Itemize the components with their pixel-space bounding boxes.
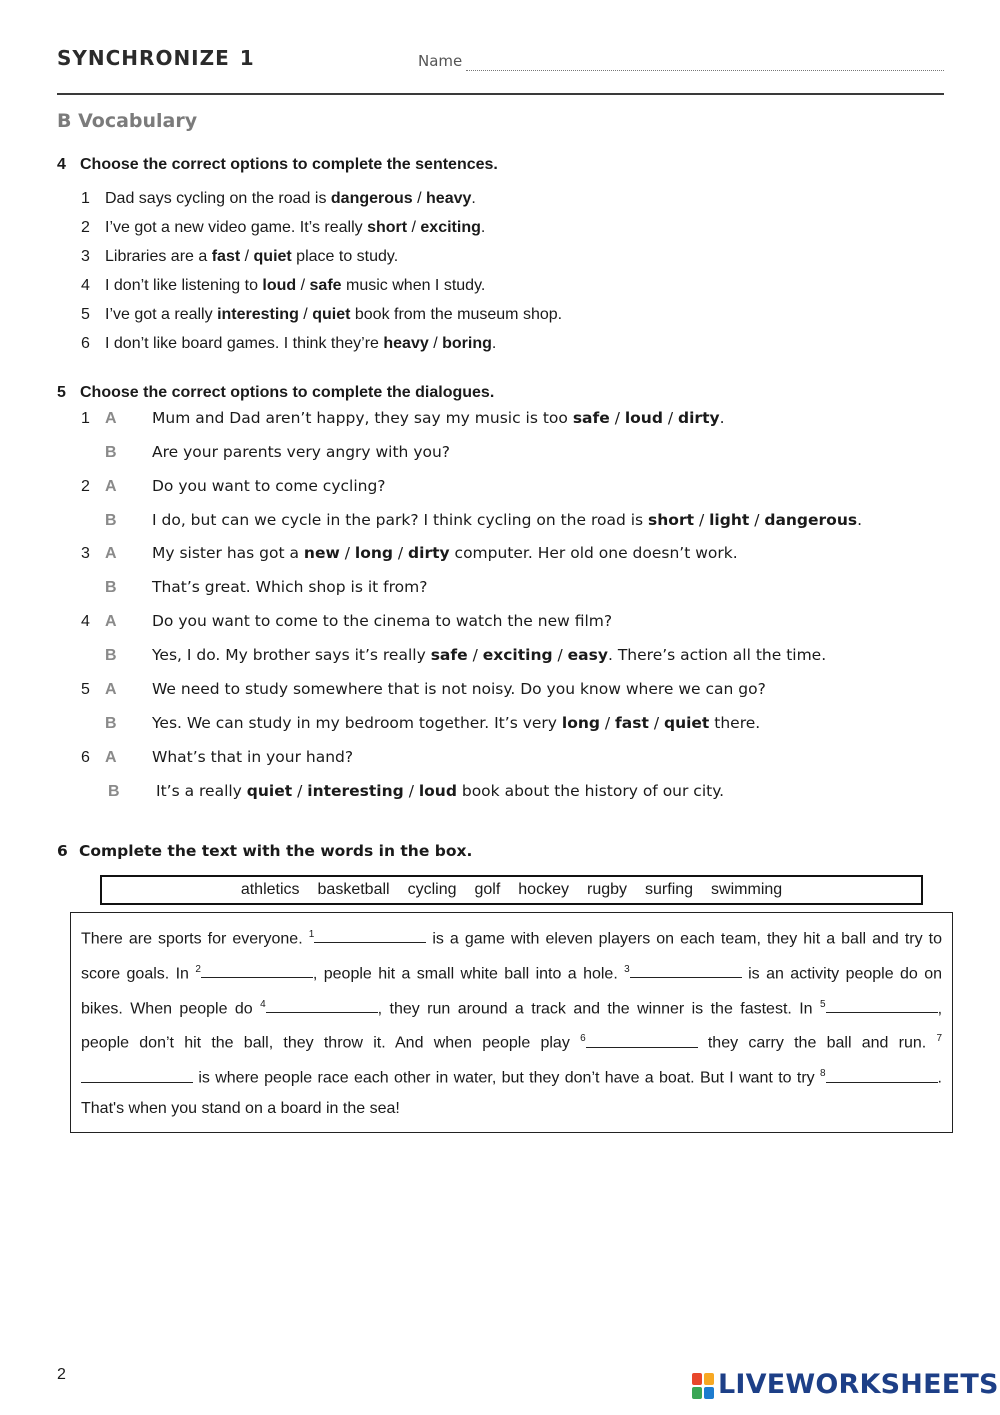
option[interactable]: quiet [253, 248, 292, 265]
option[interactable]: safe [572, 409, 610, 427]
option[interactable]: exciting [420, 219, 481, 236]
q4-item-6: 6 I don’t like board games. I think they’re heavy / boring. [81, 335, 497, 352]
blank-7[interactable] [81, 1068, 193, 1083]
dialogue-5-line-a: We need to study somewhere that is not noisy. Do you know where we can go? [152, 680, 766, 698]
speaker-a: A [105, 749, 117, 766]
blank-1[interactable] [314, 928, 426, 943]
option[interactable]: short [367, 219, 408, 236]
speaker-a: A [105, 613, 117, 630]
option[interactable]: long [354, 544, 393, 562]
option[interactable]: quiet [663, 714, 710, 732]
liveworksheets-icon [692, 1373, 716, 1399]
blank-5[interactable] [826, 998, 938, 1013]
speaker-a: A [105, 410, 117, 427]
dialogue-4-line-a: Do you want to come to the cinema to watch the new film? [152, 612, 613, 630]
option[interactable]: heavy [426, 190, 472, 207]
q4-item-2: 2 I’ve got a new video game. It’s really short / exciting. [81, 219, 486, 236]
header-divider [57, 93, 944, 95]
blank-4[interactable] [266, 998, 378, 1013]
blank-3[interactable] [630, 963, 742, 978]
word-chip: hockey [518, 881, 569, 898]
liveworksheets-wordmark: LIVEWORKSHEETS [718, 1369, 999, 1400]
speaker-b: B [105, 579, 117, 596]
dialogue-1-line-a: Mum and Dad aren’t happy, they say my music is too safe / loud / dirty. [152, 409, 725, 427]
dialogue-number: 6 [81, 749, 90, 766]
option[interactable]: short [648, 511, 695, 529]
q5-instruction: 5 Choose the correct options to complete the dialogues. [57, 384, 495, 401]
word-chip: surfing [645, 881, 694, 898]
page-number: 2 [57, 1366, 66, 1383]
blank-6[interactable] [586, 1033, 698, 1048]
option[interactable]: fast [615, 714, 649, 732]
option[interactable]: light [709, 511, 750, 529]
dialogue-1-line-b: Are your parents very angry with you? [152, 443, 451, 461]
name-label: Name [418, 52, 463, 70]
q4-item-1: 1 Dad says cycling on the road is dangerous / heavy. [81, 190, 476, 207]
gap-fill-paragraph: There are sports for everyone. $^1$ is a game with eleven players on each team, they hit a ball and try to score goals. In $^2$ , people hit a small white ball into a hole. $^3$ is an activity people do on bikes. When people do $^4$ , they run around a track and the winner is the fastest. In $^5$ , people don’t hit the ball, they throw it. And when people play $^6$ they carry the ball and run. $^7$ is where people race each other in water, but they don’t have a boat. But I want to try $^8$ . That's when you stand on a board in the sea! [81, 929, 943, 1118]
dialogue-2-line-a: Do you want to come cycling? [152, 477, 386, 495]
q4-item-3: 3 Libraries are a fast / quiet place to study. [81, 248, 399, 265]
word-chip: athletics [240, 881, 300, 898]
synchronize-logo: SYNCHRONIZE 1 [57, 46, 255, 70]
option[interactable]: long [561, 714, 600, 732]
option[interactable]: safe [309, 277, 342, 294]
option[interactable]: dangerous [764, 511, 858, 529]
option[interactable]: loud [418, 782, 457, 800]
option[interactable]: dangerous [330, 190, 413, 207]
speaker-b: B [105, 715, 117, 732]
word-chip: basketball [317, 881, 390, 898]
blank-2[interactable] [201, 963, 313, 978]
speaker-a: A [105, 478, 117, 495]
option[interactable]: quiet [246, 782, 293, 800]
dialogue-3-line-a: My sister has got a new / long / dirty computer. Her old one doesn’t work. [152, 544, 738, 562]
dialogue-number: 4 [81, 613, 90, 630]
option[interactable]: quiet [312, 306, 351, 323]
option[interactable]: easy [567, 646, 608, 664]
dialogue-number: 5 [81, 681, 90, 698]
word-chip: golf [474, 881, 501, 898]
option[interactable]: safe [430, 646, 468, 664]
speaker-b: B [105, 512, 117, 529]
dialogue-4-line-b: Yes, I do. My brother says it’s really safe / exciting / easy. There’s action all the time. [152, 646, 827, 664]
option[interactable]: interesting [307, 782, 404, 800]
speaker-a: A [105, 681, 117, 698]
section-title: B Vocabulary [57, 110, 198, 132]
dialogue-6-line-a: What’s that in your hand? [152, 748, 354, 766]
gap-fill-text-box [70, 912, 953, 1133]
dialogue-number: 1 [81, 410, 90, 427]
word-chip: cycling [407, 881, 457, 898]
option[interactable]: boring [442, 335, 492, 352]
option[interactable]: dirty [408, 544, 450, 562]
dialogue-3-line-b: That’s great. Which shop is it from? [152, 578, 428, 596]
word-box [100, 875, 923, 905]
speaker-b: B [105, 444, 117, 461]
speaker-b: B [108, 783, 120, 800]
dialogue-number: 3 [81, 545, 90, 562]
word-chip: rugby [586, 881, 628, 898]
q6-instruction: 6 Complete the text with the words in the box. [57, 842, 473, 860]
name-field[interactable] [466, 70, 944, 71]
q4-instruction: 4 Choose the correct options to complete the sentences. [57, 156, 498, 173]
speaker-a: A [105, 545, 117, 562]
word-chip: swimming [711, 881, 783, 898]
option[interactable]: dirty [678, 409, 720, 427]
option[interactable]: fast [211, 248, 241, 265]
option[interactable]: interesting [217, 306, 299, 323]
dialogue-6-line-b: It’s a really quiet / interesting / loud book about the history of our city. [156, 782, 725, 800]
option[interactable]: exciting [482, 646, 553, 664]
option[interactable]: new [303, 544, 340, 562]
q4-item-5: 5 I’ve got a really interesting / quiet book from the museum shop. [81, 306, 563, 323]
blank-8[interactable] [826, 1068, 938, 1083]
dialogue-2-line-b: I do, but can we cycle in the park? I think cycling on the road is short / light / dangerous. [152, 511, 863, 529]
option[interactable]: loud [624, 409, 663, 427]
dialogue-number: 2 [81, 478, 90, 495]
dialogue-5-line-b: Yes. We can study in my bedroom together. It’s very long / fast / quiet there. [152, 714, 761, 732]
q4-item-4: 4 I don’t like listening to loud / safe music when I study. [81, 277, 486, 294]
speaker-b: B [105, 647, 117, 664]
option[interactable]: heavy [383, 335, 429, 352]
liveworksheets-logo[interactable] [692, 1369, 999, 1404]
option[interactable]: loud [262, 277, 297, 294]
